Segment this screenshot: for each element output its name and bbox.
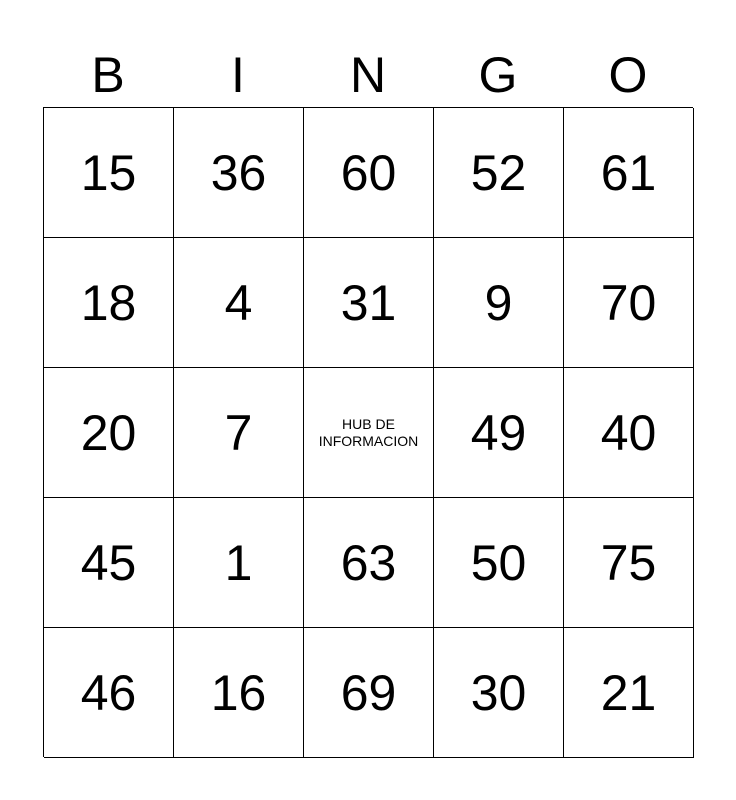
bingo-cell[interactable]: 45 (44, 498, 174, 628)
header-letter-g: G (478, 47, 518, 103)
bingo-grid (43, 107, 693, 757)
bingo-cell[interactable]: 16 (174, 628, 304, 758)
bingo-cell[interactable]: 75 (564, 498, 694, 628)
bingo-cell[interactable]: 9 (434, 238, 564, 368)
bingo-cell[interactable]: 21 (564, 628, 694, 758)
bingo-cell[interactable]: 61 (564, 108, 694, 238)
header-letter-n: N (349, 47, 387, 103)
free-space-cell[interactable]: HUB DE INFORMACION (304, 368, 434, 498)
header-letter-b: B (91, 47, 125, 103)
bingo-cell[interactable]: 70 (564, 238, 694, 368)
bingo-cell[interactable]: 18 (44, 238, 174, 368)
bingo-cell[interactable]: 50 (434, 498, 564, 628)
bingo-cell[interactable]: 46 (44, 628, 174, 758)
bingo-cell[interactable]: 15 (44, 108, 174, 238)
bingo-cell[interactable]: 60 (304, 108, 434, 238)
bingo-cell[interactable]: 4 (174, 238, 304, 368)
bingo-cell[interactable]: 1 (174, 498, 304, 628)
bingo-cell[interactable]: 20 (44, 368, 174, 498)
bingo-cell[interactable]: 52 (434, 108, 564, 238)
bingo-cell[interactable]: 40 (564, 368, 694, 498)
bingo-cell[interactable]: 63 (304, 498, 434, 628)
bingo-cell[interactable]: 49 (434, 368, 564, 498)
header-letter-o: O (608, 47, 648, 103)
bingo-cell[interactable]: 31 (304, 238, 434, 368)
header-letter-i: I (231, 47, 245, 103)
bingo-cell[interactable]: 30 (434, 628, 564, 758)
bingo-cell[interactable]: 36 (174, 108, 304, 238)
bingo-cell[interactable]: 7 (174, 368, 304, 498)
bingo-header (43, 44, 693, 106)
bingo-cell[interactable]: 69 (304, 628, 434, 758)
